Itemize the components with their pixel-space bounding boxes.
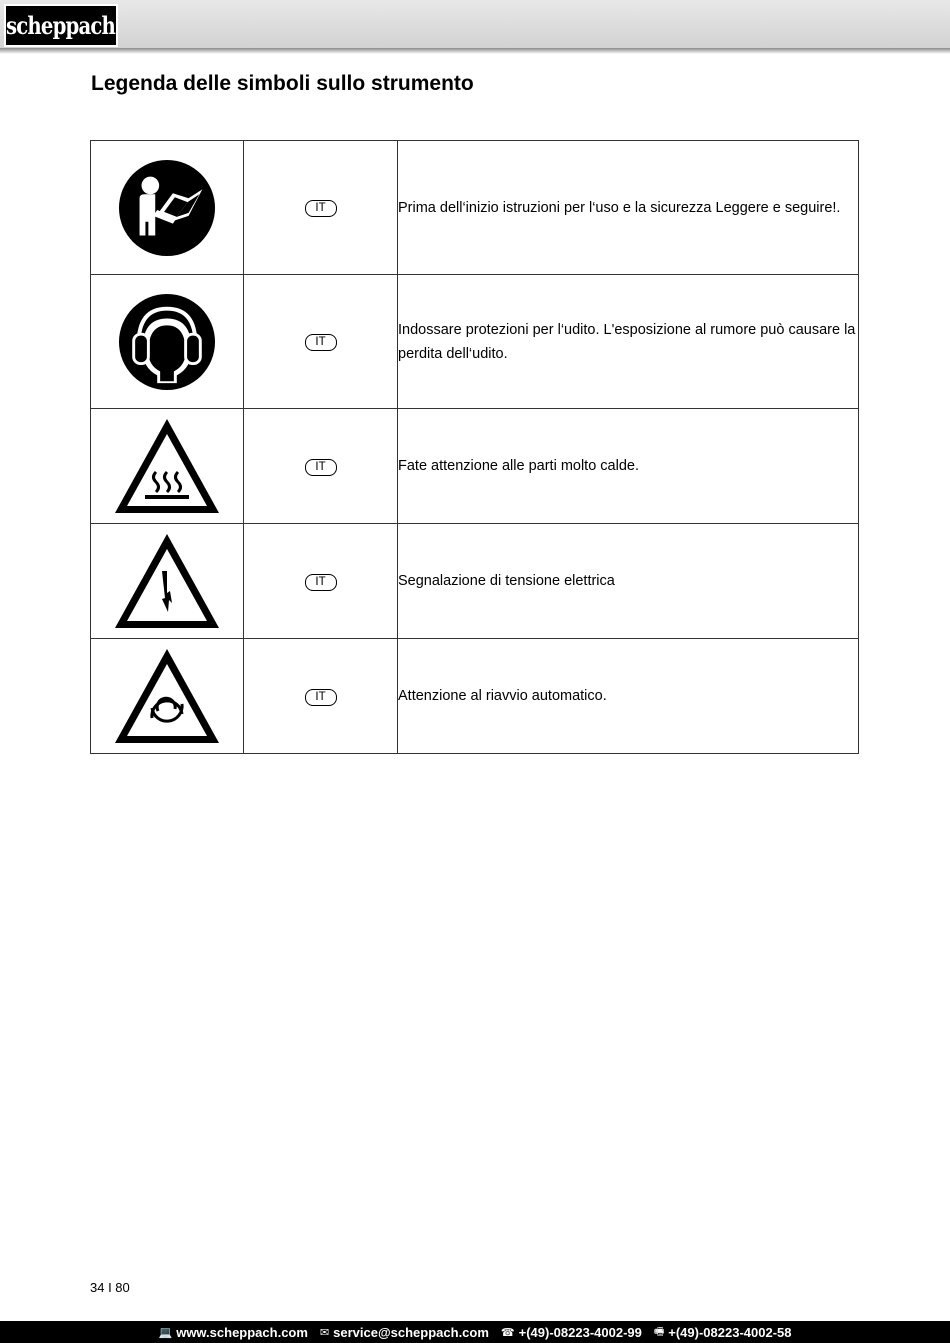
hot-surface-warning-icon xyxy=(112,416,222,516)
phone-icon: ☎ xyxy=(500,1326,515,1339)
icon-cell xyxy=(91,524,244,639)
automatic-restart-warning-icon xyxy=(112,646,222,746)
page-title: Legenda delle simboli sullo strumento xyxy=(91,72,474,95)
footer-website[interactable] xyxy=(159,1325,308,1340)
language-badge: IT xyxy=(305,574,337,591)
email-text: service@scheppach.com xyxy=(333,1324,489,1340)
symbol-legend-table xyxy=(90,140,859,754)
language-cell xyxy=(244,409,398,524)
description-text: Fate attenzione alle parti molto calde. xyxy=(398,458,639,474)
icon-cell xyxy=(91,275,244,409)
computer-icon: 💻 xyxy=(158,1326,173,1339)
description-cell xyxy=(398,141,859,275)
website-text: www.scheppach.com xyxy=(176,1324,308,1340)
language-badge: IT xyxy=(305,334,337,351)
table-row xyxy=(91,275,859,409)
table-row xyxy=(91,141,859,275)
table-row xyxy=(91,524,859,639)
email-icon: ✉ xyxy=(319,1326,330,1339)
phone-text: +(49)-08223-4002-99 xyxy=(518,1324,642,1340)
table-row xyxy=(91,639,859,754)
description-text: Segnalazione di tensione elettrica xyxy=(398,573,615,589)
language-badge: IT xyxy=(305,689,337,706)
footer-phone xyxy=(501,1325,642,1340)
icon-cell xyxy=(91,639,244,754)
header-shadow xyxy=(0,48,950,54)
description-cell xyxy=(398,409,859,524)
fax-icon: 🖷 xyxy=(653,1325,665,1338)
description-cell xyxy=(398,524,859,639)
footer-email[interactable] xyxy=(320,1325,489,1340)
header-bar xyxy=(0,0,950,48)
footer-fax xyxy=(654,1323,792,1342)
language-cell xyxy=(244,275,398,409)
electric-voltage-warning-icon xyxy=(112,531,222,631)
brand-logo-text: scheppach xyxy=(6,11,116,40)
language-cell xyxy=(244,639,398,754)
language-cell xyxy=(244,524,398,639)
description-cell xyxy=(398,275,859,409)
page-number: 34 I 80 xyxy=(90,1280,130,1295)
table-row xyxy=(91,409,859,524)
read-manual-icon xyxy=(118,159,216,257)
language-badge: IT xyxy=(305,459,337,476)
ear-protection-icon xyxy=(118,293,216,391)
description-text: Indossare protezioni per l‘udito. L'esposizione al rumore può causare la perdita dell‘udito. xyxy=(398,321,856,362)
language-badge: IT xyxy=(305,200,337,217)
language-cell xyxy=(244,141,398,275)
fax-text: +(49)-08223-4002-58 xyxy=(668,1324,792,1340)
brand-logo xyxy=(4,4,118,47)
description-text: Attenzione al riavvio automatico. xyxy=(398,688,607,704)
footer-bar xyxy=(0,1321,950,1343)
icon-cell xyxy=(91,409,244,524)
description-cell xyxy=(398,639,859,754)
description-text: Prima dell‘inizio istruzioni per l‘uso e la sicurezza Leggere e seguire!. xyxy=(398,199,841,216)
icon-cell xyxy=(91,141,244,275)
